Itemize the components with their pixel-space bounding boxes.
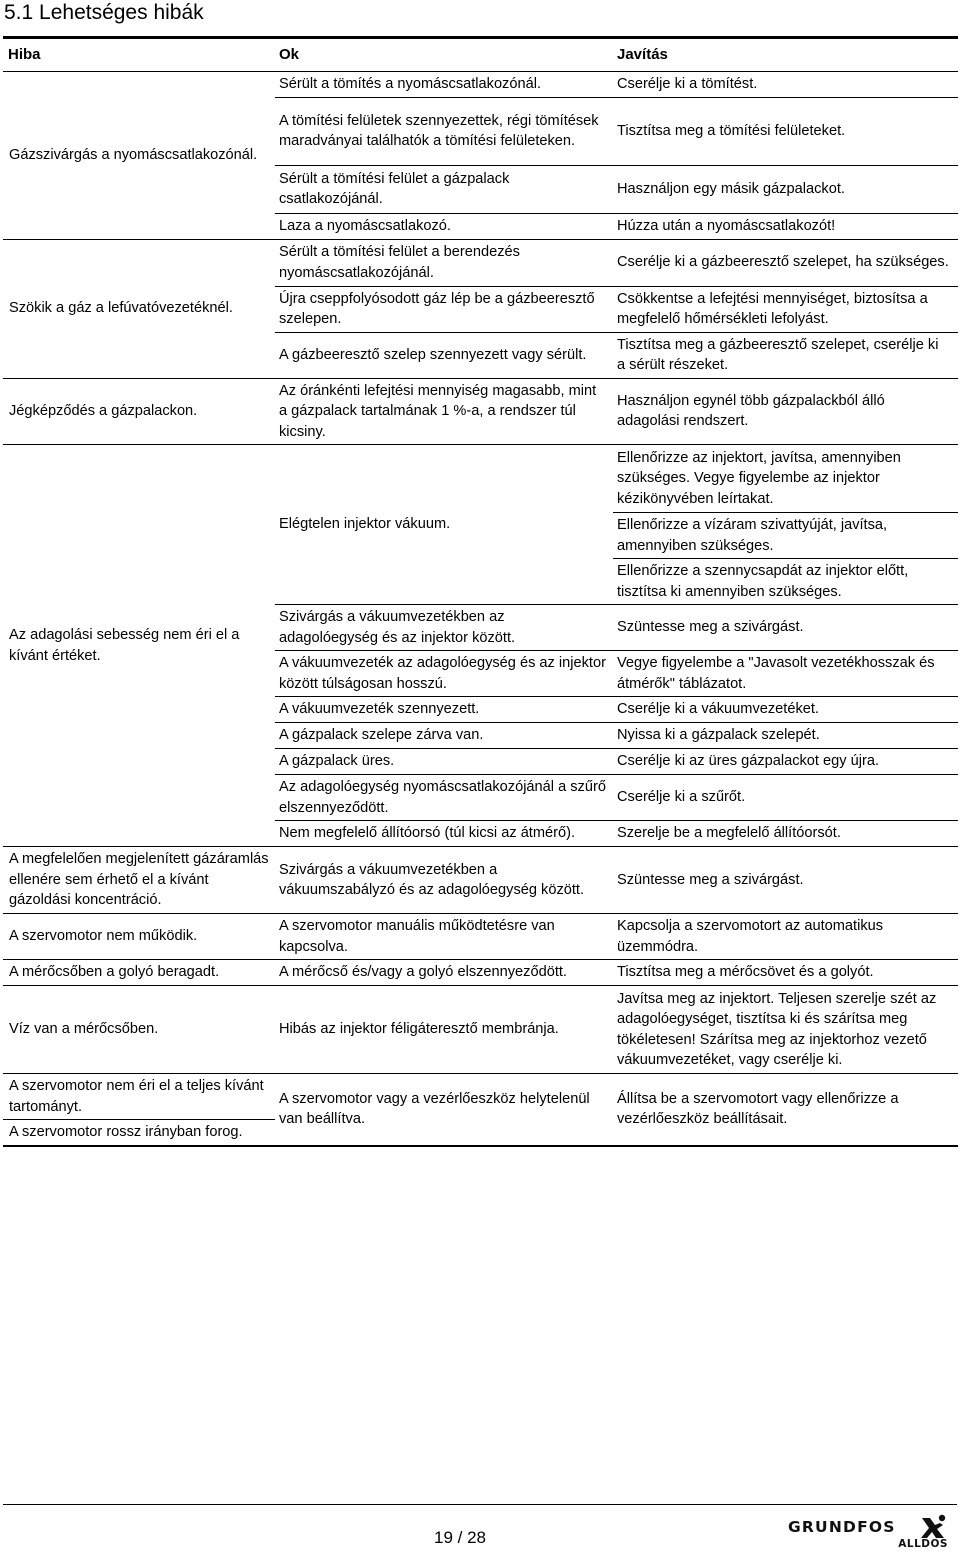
remedy-cell: Használjon egynél több gázpalackból álló adagolási rendszert. <box>613 378 958 445</box>
table-row <box>3 378 958 445</box>
cause-cell: A vákuumvezeték az adagolóegység és az injektor között túlságosan hosszú. <box>275 651 613 697</box>
cause-cell: Elégtelen injektor vákuum. <box>275 445 613 605</box>
table-row <box>3 847 958 914</box>
table-row <box>3 445 958 513</box>
cause-cell: Újra cseppfolyósodott gáz lép be a gázbeeresztő szelepen. <box>275 286 613 332</box>
cause-cell: Sérült a tömítés a nyomáscsatlakozónál. <box>275 72 613 98</box>
remedy-cell: Vegye figyelembe a "Javasolt vezetékhosszak és átmérők" táblázatot. <box>613 651 958 697</box>
fault-cell: A szervomotor nem éri el a teljes kívánt tartományt. <box>3 1074 275 1120</box>
remedy-cell: Szerelje be a megfelelő állítóorsót. <box>613 821 958 847</box>
header-javitas: Javítás <box>613 38 958 72</box>
logo-subtext: ALLDOS <box>898 1538 948 1550</box>
remedy-cell: Szüntesse meg a szivárgást. <box>613 847 958 914</box>
remedy-cell: Csökkentse a lefejtési mennyiséget, biztosítsa a megfelelő hőmérsékleti lefolyást. <box>613 286 958 332</box>
cause-cell: A mérőcső és/vagy a golyó elszennyeződött. <box>275 960 613 986</box>
remedy-cell: Cserélje ki a vákuumvezetéket. <box>613 697 958 723</box>
fault-cell: A mérőcsőben a golyó beragadt. <box>3 960 275 986</box>
remedy-cell: Szüntesse meg a szivárgást. <box>613 605 958 651</box>
remedy-cell: Tisztítsa meg a mérőcsövet és a golyót. <box>613 960 958 986</box>
page-number: 19 / 28 <box>434 1528 486 1547</box>
remedy-cell: Cserélje ki a gázbeeresztő szelepet, ha szükséges. <box>613 239 958 286</box>
section-title: 5.1 Lehetséges hibák <box>4 1 204 24</box>
remedy-cell: Használjon egy másik gázpalackot. <box>613 165 958 213</box>
table-row <box>3 960 958 986</box>
fault-cell: Jégképződés a gázpalackon. <box>3 378 275 445</box>
remedy-cell: Cserélje ki a tömítést. <box>613 72 958 98</box>
cause-cell: Nem megfelelő állítóorsó (túl kicsi az átmérő). <box>275 821 613 847</box>
cause-cell: A gázbeeresztő szelep szennyezett vagy sérült. <box>275 332 613 378</box>
cause-cell: Laza a nyomáscsatlakozó. <box>275 213 613 239</box>
header-hiba: Hiba <box>3 38 275 72</box>
remedy-cell: Cserélje ki az üres gázpalackot egy újra. <box>613 749 958 775</box>
cause-cell: A szervomotor manuális működtetésre van kapcsolva. <box>275 914 613 960</box>
cause-cell: Az adagolóegység nyomáscsatlakozójánál a szűrő elszennyeződött. <box>275 775 613 821</box>
table-header-row <box>3 38 958 72</box>
remedy-cell: Ellenőrizze a vízáram szivattyúját, javítsa, amennyiben szükséges. <box>613 513 958 559</box>
cause-cell: Sérült a tömítési felület a gázpalack csatlakozójánál. <box>275 165 613 213</box>
cause-cell: Az óránkénti lefejtési mennyiség magasabb, mint a gázpalack tartalmának 1 %-a, a rendszer túl kicsiny. <box>275 378 613 445</box>
grundfos-logo <box>788 1516 952 1556</box>
cause-cell: A tömítési felületek szennyezettek, régi tömítések maradványai találhatók a tömítési felületeken. <box>275 97 613 165</box>
remedy-cell: Cserélje ki a szűrőt. <box>613 775 958 821</box>
fault-cell: Gázszivárgás a nyomáscsatlakozónál. <box>3 72 275 240</box>
remedy-cell: Nyissa ki a gázpalack szelepét. <box>613 723 958 749</box>
header-ok: Ok <box>275 38 613 72</box>
remedy-cell: Tisztítsa meg a gázbeeresztő szelepet, cserélje ki a sérült részeket. <box>613 332 958 378</box>
cause-cell: Sérült a tömítési felület a berendezés nyomáscsatlakozójánál. <box>275 239 613 286</box>
remedy-cell: Húzza után a nyomáscsatlakozót! <box>613 213 958 239</box>
remedy-cell: Állítsa be a szervomotort vagy ellenőrizze a vezérlőeszköz beállításait. <box>613 1074 958 1146</box>
fault-cell: Víz van a mérőcsőben. <box>3 986 275 1074</box>
table-row <box>3 1074 958 1120</box>
cause-cell: Szivárgás a vákuumvezetékben a vákuumszabályzó és az adagolóegység között. <box>275 847 613 914</box>
fault-cell: A szervomotor nem működik. <box>3 914 275 960</box>
cause-cell: Szivárgás a vákuumvezetékben az adagolóegység és az injektor között. <box>275 605 613 651</box>
logo-text: GRUNDFOS <box>788 1518 896 1536</box>
fault-cell: A megfelelően megjelenített gázáramlás ellenére sem érhető el a kívánt gázoldási koncentráció. <box>3 847 275 914</box>
remedy-cell: Ellenőrizze az injektort, javítsa, amennyiben szükséges. Vegye figyelembe az injektor kézikönyvében leírtakat. <box>613 445 958 513</box>
table-row <box>3 239 958 286</box>
footer-divider <box>3 1504 957 1505</box>
remedy-cell: Ellenőrizze a szennycsapdát az injektor előtt, tisztítsa ki amennyiben szükséges. <box>613 559 958 605</box>
cause-cell: A szervomotor vagy a vezérlőeszköz helytelenül van beállítva. <box>275 1074 613 1146</box>
cause-cell: A vákuumvezeték szennyezett. <box>275 697 613 723</box>
fault-cell: Az adagolási sebesség nem éri el a kívánt értéket. <box>3 445 275 847</box>
table-row <box>3 986 958 1074</box>
fault-cell: A szervomotor rossz irányban forog. <box>3 1120 275 1146</box>
cause-cell: Hibás az injektor féligáteresztő membránja. <box>275 986 613 1074</box>
fault-cell: Szökik a gáz a lefúvatóvezetéknél. <box>3 239 275 378</box>
grundfos-x-man-icon <box>920 1514 948 1540</box>
remedy-cell: Javítsa meg az injektort. Teljesen szerelje szét az adagolóegységet, tisztítsa ki és szárítsa meg tökéletesen! Szárítsa meg az injektorhoz vezető vákuumvezetéket, vagy cserélje ki. <box>613 986 958 1074</box>
cause-cell: A gázpalack szelepe zárva van. <box>275 723 613 749</box>
cause-cell: A gázpalack üres. <box>275 749 613 775</box>
remedy-cell: Kapcsolja a szervomotort az automatikus üzemmódra. <box>613 914 958 960</box>
remedy-cell: Tisztítsa meg a tömítési felületeket. <box>613 97 958 165</box>
table-row <box>3 914 958 960</box>
table-row <box>3 72 958 98</box>
troubleshooting-table <box>3 36 958 1147</box>
